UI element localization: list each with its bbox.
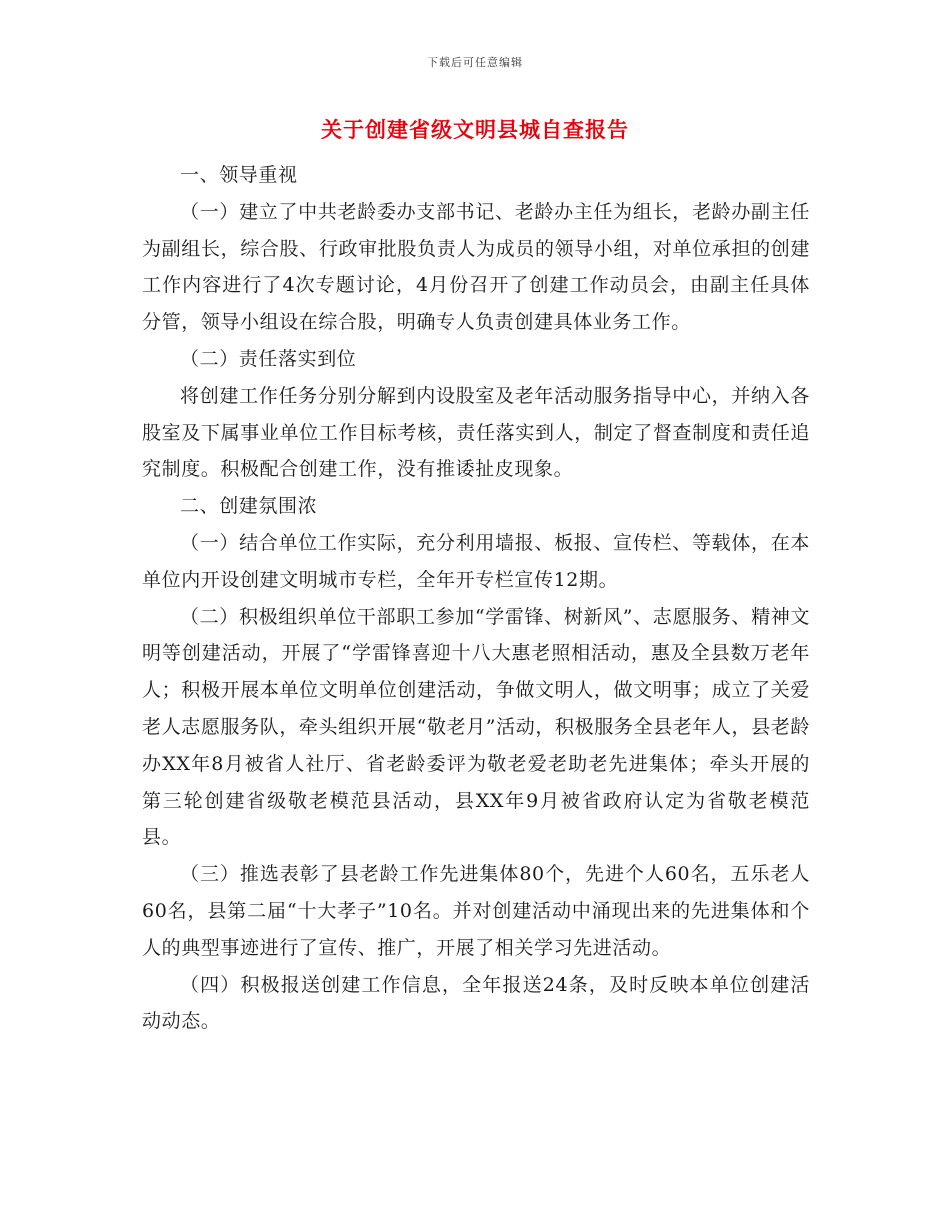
document-body [142, 157, 810, 1040]
paragraph-publicity: （一）结合单位工作实际，充分利用墙报、板报、宣传栏、等载体，在本单位内开设创建文明城市专栏，全年开专栏宣传12期。 [142, 531, 810, 591]
section-heading-leadership: 一、领导重视 [180, 164, 298, 186]
paragraph-responsibility: 将创建工作任务分别分解到内设股室及老年活动服务指导中心，并纳入各股室及下属事业单位工作目标考核，责任落实到人，制定了督查制度和责任追究制度。积极配合创建工作，没有推诿扯皮现象。 [142, 384, 810, 481]
subsection-heading-responsibility: （二）责任落实到位 [180, 347, 357, 370]
document-title: 关于创建省级文明县城自查报告 [321, 117, 629, 142]
section-heading-atmosphere: 二、创建氛围浓 [180, 495, 318, 518]
header-note: 下载后可任意编辑 [427, 56, 523, 69]
paragraph-activities: （二）积极组织单位干部职工参加“学雷锋、树新风”、志愿服务、精神文明等创建活动，开展了“学雷锋喜迎十八大惠老照相活动，惠及全县数万老年人；积极开展本单位文明单位创建活动，争做文明人，做文明事；成立了关爱老人志愿服务队，牵头组织开展“敬老月”活动，积极服务全县老年人，县老龄办XX年8月被省人社厅、省老龄委评为敬老爱老助老先进集体；牵头开展的第三轮创建省级敬老模范县活动，县XX年9月被省政府认定为省敬老模范县。 [142, 605, 810, 849]
paragraph-leadership-group: （一）建立了中共老龄委办支部书记、老龄办主任为组长，老龄办副主任为副组长，综合股、行政审批股负责人为成员的领导小组，对单位承担的创建工作内容进行了4次专题讨论，4月份召开了创建工作动员会，由副主任具体分管，领导小组设在综合股，明确专人负责创建具体业务工作。 [142, 200, 810, 334]
paragraph-information: （四）积极报送创建工作信息，全年报送24条，及时反映本单位创建活动动态。 [142, 973, 810, 1033]
paragraph-commendation: （三）推选表彰了县老龄工作先进集体80个，先进个人60名，五乐老人60名，县第二届“十大孝子”10名。并对创建活动中涌现出来的先进集体和个人的典型事迹进行了宣传、推广，开展了相关学习先进活动。 [142, 863, 810, 959]
